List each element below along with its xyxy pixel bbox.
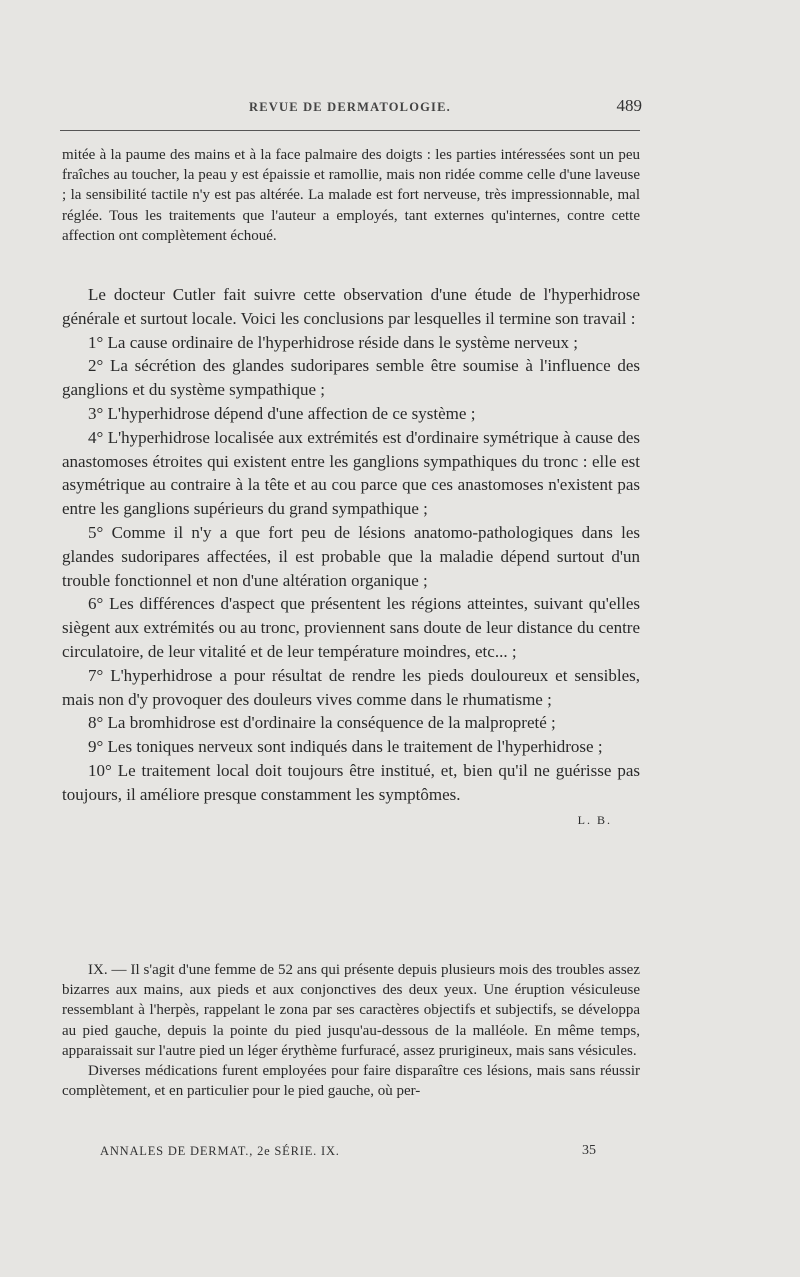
conclusion-item: 9° Les toniques nerveux sont indiqués dans le traitement de l'hyperhidrose ; (88, 737, 603, 757)
intro-paragraph: mitée à la paume des mains et à la face palmaire des doigts : les parties intéressées sont un peu fraîches au toucher, la peau y est épaissie et ramollie, mais non ridée comme celle d'une laveuse ; la sensibilité tactile n'y est pas altérée. La malade est fort nerveuse, très impressionnable, mal réglée. Tous les traitements que l'auteur a employés, tant externes qu'internes, contre cette affection ont complètement échoué. (62, 147, 640, 244)
conclusion-item: 10° Le traitement local doit toujours être institué, et, bien qu'il ne guérisse pas toujours, il améliore presque constamment les symptômes. (62, 760, 640, 804)
section-ix (62, 960, 640, 1101)
journal-signature: ANNALES DE DERMAT., 2e SÉRIE. IX. (100, 1144, 340, 1158)
page-footer (100, 1144, 596, 1164)
main-block (62, 283, 640, 832)
section-ix-paragraph: IX. — Il s'agit d'une femme de 52 ans qui présente depuis plusieurs mois des troubles assez bizarres aux mains, aux pieds et aux conjonctives des deux yeux. Une éruption vésiculeuse ressemblant à l'herpès, rappelant le zona par ses caractères objectifs et subjectifs, se développa au pied gauche, depuis la pointe du pied jusqu'au-dessous de la malléole. En même temps, apparaissait sur l'autre pied un léger érythème furfuracé, assez prurigineux, mais sans vésicules. (62, 962, 640, 1059)
signature-number: 35 (582, 1143, 596, 1158)
conclusion-item: 5° Comme il n'y a que fort peu de lésions anatomo-pathologiques dans les glandes sudoripares affectées, il est probable que la maladie dépend surtout d'un trouble fonctionnel et non d'une altération organique ; (62, 522, 640, 590)
running-title: REVUE DE DERMATOLOGIE. (248, 100, 451, 114)
intro-block (62, 145, 640, 246)
lead-paragraph: Le docteur Cutler fait suivre cette observation d'une étude de l'hyperhidrose générale et surtout locale. Voici les conclusions par lesquelles il termine son travail : (62, 285, 640, 328)
conclusion-item: 8° La bromhidrose est d'ordinaire la conséquence de la malpropreté ; (88, 713, 556, 733)
section-ix-paragraph: Diverses médications furent employées pour faire disparaître ces lésions, mais sans réussir complètement, et en particulier pour le pied gauche, où per- (62, 1063, 640, 1100)
running-head (60, 96, 642, 124)
conclusion-item: 3° L'hyperhidrose dépend d'une affection de ce système ; (88, 403, 476, 423)
conclusion-item: 1° La cause ordinaire de l'hyperhidrose réside dans le système nerveux ; (88, 332, 578, 352)
conclusion-item: 2° La sécrétion des glandes sudoripares semble être soumise à l'influence des ganglions et du système sympathique ; (62, 356, 640, 400)
author-signature: L. B. (577, 812, 612, 827)
conclusion-item: 7° L'hyperhidrose a pour résultat de rendre les pieds douloureux et sensibles, mais non d'y provoquer des douleurs vives comme dans le rhumatisme ; (62, 665, 640, 709)
header-rule (60, 130, 640, 131)
conclusion-item: 4° L'hyperhidrose localisée aux extrémités est d'ordinaire symétrique à cause des anastomoses étroites qui existent entre les ganglions sympathiques du tronc : elle est asymétrique au contraire à la tête et au cou parce que ces anastomoses n'existent pas entre les ganglions supérieurs du grand sympathique ; (62, 427, 640, 519)
conclusion-item: 6° Les différences d'aspect que présentent les régions atteintes, suivant qu'elles siègent aux extrémités ou au tronc, proviennent sans doute de leur distance du centre circulatoire, de leur vitalité et de leur température moindres, etc... ; (62, 594, 640, 661)
page-number: 489 (616, 96, 642, 115)
